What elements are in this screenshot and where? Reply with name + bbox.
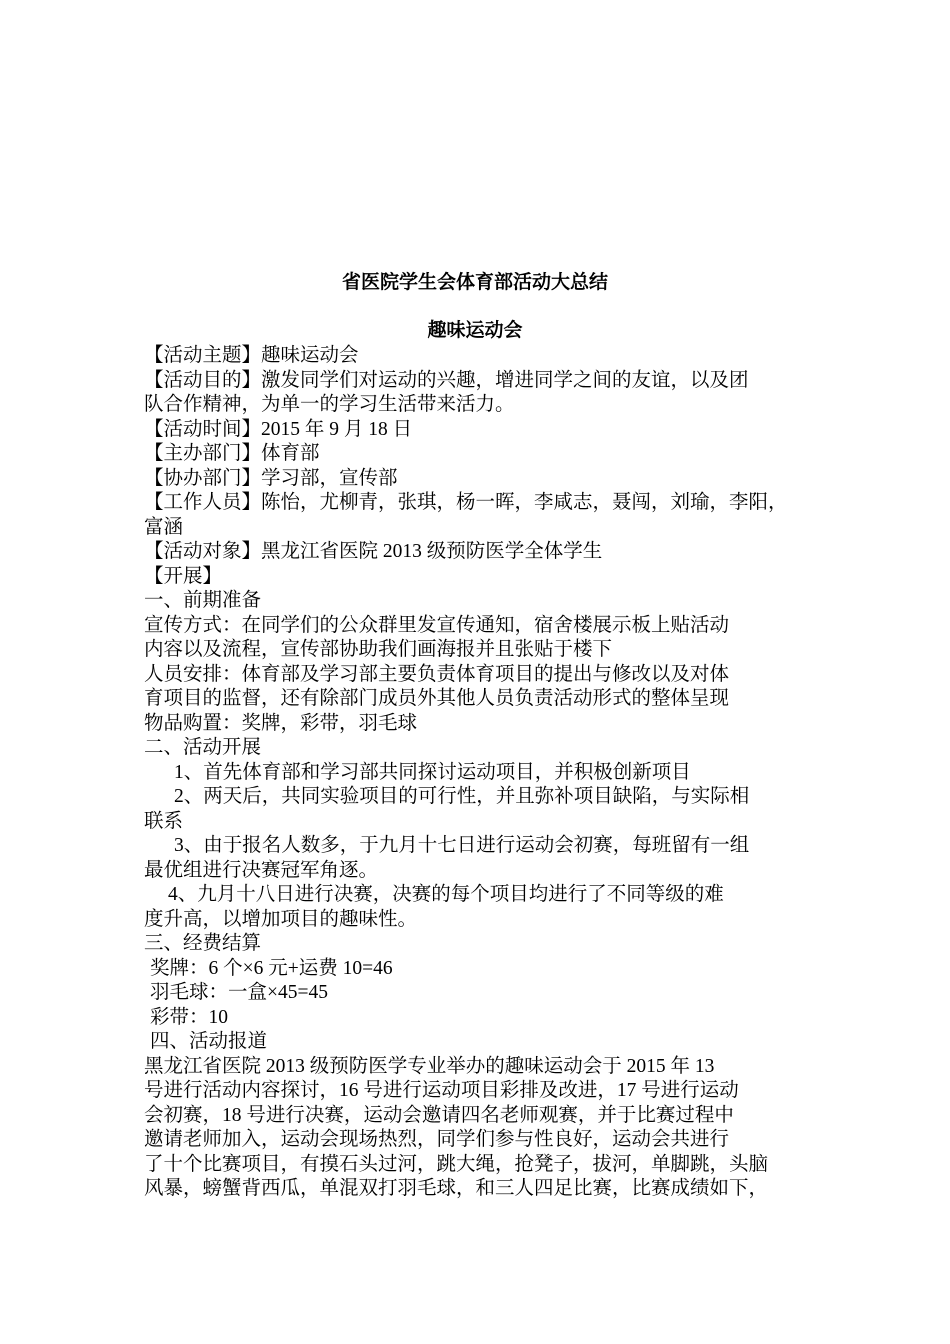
line-staff: 【工作人员】陈怡，尤柳青，张琪，杨一晖，李咸志，聂闯，刘瑜，李阳，: [144, 492, 788, 513]
section-heading-budget: 三、经费结算: [144, 933, 262, 954]
section-heading-preparation: 一、前期准备: [144, 590, 262, 611]
line-staffing: 人员安排：体育部及学习部主要负责体育项目的提出与修改以及对体: [144, 663, 730, 685]
line-staff-cont: 富涵: [144, 516, 184, 538]
line-purchases: 物品购置：奖牌，彩带，羽毛球: [144, 712, 418, 734]
list-item-2-cont: 联系: [144, 810, 184, 832]
document-subtitle: 趣味运动会: [427, 319, 523, 341]
list-item-3: 3、由于报名人数多，于九月十七日进行运动会初赛，每班留有一组: [174, 835, 750, 856]
budget-medals: 奖牌：6 个×6 元+运费 10=46: [150, 957, 393, 979]
line-development: 【开展】: [144, 565, 223, 587]
line-publicity-cont: 内容以及流程，宣传部协助我们画海报并且张贴于楼下: [144, 639, 613, 660]
list-item-1: 1、首先体育部和学习部共同探讨运动项目，并积极创新项目: [174, 761, 691, 783]
list-item-4-cont: 度升高，以增加项目的趣味性。: [144, 908, 418, 930]
line-activity-purpose-cont: 队合作精神，为单一的学习生活带来活力。: [144, 394, 515, 415]
report-line-5: 了十个比赛项目，有摸石头过河，跳大绳，抢凳子，拔河，单脚跳，头脑: [144, 1153, 769, 1175]
list-item-2: 2、两天后，共同实验项目的可行性，并且弥补项目缺陷，与实际相: [174, 786, 750, 807]
line-co-organizer: 【协办部门】学习部，宣传部: [144, 467, 398, 489]
report-line-3: 会初赛，18 号进行决赛，运动会邀请四名老师观赛，并于比赛过程中: [144, 1104, 734, 1126]
report-line-1: 黑龙江省医院 2013 级预防医学专业举办的趣味运动会于 2015 年 13: [144, 1055, 715, 1077]
line-activity-time: 【活动时间】2015 年 9 月 18 日: [144, 418, 413, 440]
list-item-3-cont: 最优组进行决赛冠军角逐。: [144, 859, 379, 881]
report-line-4: 邀请老师加入，运动会现场热烈，同学们参与性良好，运动会共进行: [144, 1129, 730, 1150]
section-heading-activity: 二、活动开展: [144, 737, 262, 758]
section-heading-report: 四、活动报道: [150, 1031, 268, 1052]
list-item-4: 4、九月十八日进行决赛，决赛的每个项目均进行了不同等级的难: [168, 884, 724, 905]
line-activity-purpose: 【活动目的】激发同学们对运动的兴趣，增进同学之间的友谊，以及团: [144, 369, 749, 391]
line-staffing-cont: 育项目的监督，还有除部门成员外其他人员负责活动形式的整体呈现: [144, 688, 730, 709]
line-organizer: 【主办部门】体育部: [144, 443, 320, 464]
report-line-2: 号进行活动内容探讨，16 号进行运动项目彩排及改进，17 号进行运动: [144, 1080, 739, 1101]
document-body: [144, 344, 814, 1202]
budget-shuttlecocks: 羽毛球：一盒×45=45: [150, 982, 328, 1003]
line-activity-theme: 【活动主题】趣味运动会: [144, 345, 359, 366]
report-line-6: 风暴，螃蟹背西瓜，单混双打羽毛球，和三人四足比赛，比赛成绩如下，: [144, 1178, 769, 1199]
line-publicity: 宣传方式：在同学们的公众群里发宣传通知，宿舍楼展示板上贴活动: [144, 614, 730, 636]
budget-ribbons: 彩带：10: [150, 1006, 229, 1028]
document-title: 省医院学生会体育部活动大总结: [341, 271, 608, 293]
line-audience: 【活动对象】黑龙江省医院 2013 级预防医学全体学生: [144, 541, 603, 562]
